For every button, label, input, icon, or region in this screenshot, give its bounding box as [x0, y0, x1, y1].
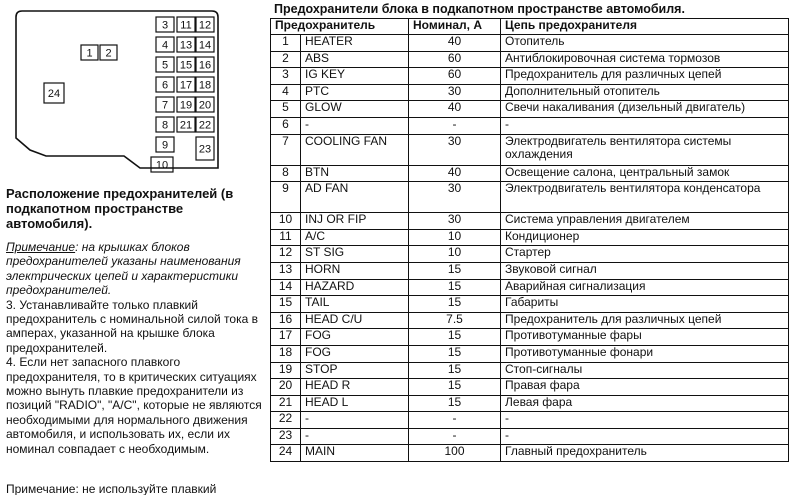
- fuse-name: PTC: [301, 84, 409, 101]
- table-row: [271, 279, 789, 296]
- fuse-rating: 15: [409, 279, 501, 296]
- fuse-rating: 30: [409, 84, 501, 101]
- fuse-label-24: 24: [47, 88, 61, 100]
- table-row: [271, 51, 789, 68]
- fuse-table: [270, 18, 789, 462]
- fuse-rating: 30: [409, 213, 501, 230]
- table-row: [271, 312, 789, 329]
- fuse-name: -: [301, 428, 409, 445]
- fuse-circuit: Аварийная сигнализация: [501, 279, 789, 296]
- fuse-rating: 7.5: [409, 312, 501, 329]
- fuse-number: 5: [271, 101, 301, 118]
- fuse-number: 24: [271, 445, 301, 462]
- table-row: [271, 412, 789, 429]
- fuse-label-4: 4: [161, 39, 169, 52]
- table-row: [271, 329, 789, 346]
- fuse-circuit: Электродвигатель вентилятора системы охлаждения: [501, 134, 789, 165]
- fuse-label-16: 16: [198, 59, 212, 72]
- fuse-label-18: 18: [198, 79, 212, 92]
- fuse-number: 2: [271, 51, 301, 68]
- fuse-circuit: Габариты: [501, 296, 789, 313]
- fuse-label-14: 14: [198, 39, 212, 52]
- fuse-number: 18: [271, 345, 301, 362]
- table-row: [271, 362, 789, 379]
- fuse-label-9: 9: [161, 139, 169, 152]
- fuse-label-21: 21: [179, 119, 193, 132]
- fuse-number: 10: [271, 213, 301, 230]
- fuse-number: 6: [271, 117, 301, 134]
- fuse-number: 8: [271, 165, 301, 182]
- fuse-name: HEAD R: [301, 379, 409, 396]
- fuse-name: -: [301, 117, 409, 134]
- fuse-label-5: 5: [161, 59, 169, 72]
- fuse-circuit: -: [501, 428, 789, 445]
- fuse-rating: 15: [409, 395, 501, 412]
- fuse-label-13: 13: [179, 39, 193, 52]
- fuse-name: TAIL: [301, 296, 409, 313]
- fuse-circuit: Антиблокировочная система тормозов: [501, 51, 789, 68]
- fuse-label-19: 19: [179, 99, 193, 112]
- fuse-circuit: Стоп-сигналы: [501, 362, 789, 379]
- note-1: [6, 240, 268, 298]
- fuse-name: HEATER: [301, 35, 409, 52]
- table-row: [271, 117, 789, 134]
- note-2-clipped: [0, 482, 270, 495]
- table-row: [271, 134, 789, 165]
- diagram-caption: Расположение предохранителей (в подкапотном пространстве автомобиля).: [6, 186, 234, 231]
- fuse-number: 4: [271, 84, 301, 101]
- fuse-name: FOG: [301, 345, 409, 362]
- table-row: [271, 296, 789, 313]
- fuse-rating: 10: [409, 229, 501, 246]
- fuse-box-diagram: [6, 8, 224, 180]
- table-row: [271, 428, 789, 445]
- fuse-rating: 15: [409, 296, 501, 313]
- fuse-label-11: 11: [180, 19, 192, 32]
- fuse-label-8: 8: [161, 119, 169, 132]
- header-fuse: Предохранитель: [271, 19, 409, 35]
- fuse-number: 23: [271, 428, 301, 445]
- fuse-circuit: Стартер: [501, 246, 789, 263]
- fuse-name: -: [301, 412, 409, 429]
- fuse-circuit: Главный предохранитель: [501, 445, 789, 462]
- fuse-name: MAIN: [301, 445, 409, 462]
- fuse-rating: -: [409, 412, 501, 429]
- fuse-label-6: 6: [161, 79, 169, 92]
- fuse-number: 21: [271, 395, 301, 412]
- note-label: Примечание: [6, 240, 76, 254]
- fuse-circuit: Противотуманные фонари: [501, 345, 789, 362]
- fuse-name: HEAD L: [301, 395, 409, 412]
- fuse-number: 12: [271, 246, 301, 263]
- fuse-circuit: Звуковой сигнал: [501, 262, 789, 279]
- table-row: [271, 68, 789, 85]
- fuse-rating: 60: [409, 68, 501, 85]
- fuse-number: 1: [271, 35, 301, 52]
- fuse-name: FOG: [301, 329, 409, 346]
- table-row: [271, 345, 789, 362]
- note-text: : на крышках блоков предохранителей указаны наименования электрических цепей и характеристики предохранителей.: [6, 240, 241, 298]
- note2-label: Примечание: [6, 482, 76, 495]
- fuse-name: INJ OR FIP: [301, 213, 409, 230]
- fuse-label-23: 23: [198, 143, 212, 156]
- fuse-number: 14: [271, 279, 301, 296]
- fuse-name: HORN: [301, 262, 409, 279]
- fuse-number: 16: [271, 312, 301, 329]
- fuse-name: HEAD C/U: [301, 312, 409, 329]
- fuse-number: 22: [271, 412, 301, 429]
- fuse-circuit: Противотуманные фары: [501, 329, 789, 346]
- fuse-rating: 15: [409, 262, 501, 279]
- fuse-circuit: Кондиционер: [501, 229, 789, 246]
- fuse-rating: 40: [409, 101, 501, 118]
- table-row: [271, 229, 789, 246]
- fuse-rating: 40: [409, 35, 501, 52]
- table-row: [271, 445, 789, 462]
- fuse-rating: 15: [409, 345, 501, 362]
- header-circuit: Цепь предохранителя: [501, 19, 789, 35]
- fuse-name: GLOW: [301, 101, 409, 118]
- table-row: [271, 213, 789, 230]
- note2-text: : не используйте плавкий: [75, 482, 217, 495]
- fuse-circuit: Предохранитель для различных цепей: [501, 68, 789, 85]
- fuse-number: 17: [271, 329, 301, 346]
- fuse-name: ST SIG: [301, 246, 409, 263]
- table-row: [271, 165, 789, 182]
- fuse-table-section: [270, 0, 798, 462]
- table-title: Предохранители блока в подкапотном пространстве автомобиля.: [274, 2, 685, 16]
- fuse-name: HAZARD: [301, 279, 409, 296]
- table-row: [271, 182, 789, 213]
- fuse-rating: 30: [409, 134, 501, 165]
- fuse-name: AD FAN: [301, 182, 409, 213]
- fuse-rating: -: [409, 117, 501, 134]
- fuse-rating: 40: [409, 165, 501, 182]
- fuse-circuit: Система управления двигателем: [501, 213, 789, 230]
- table-row: [271, 379, 789, 396]
- fuse-label-7: 7: [161, 99, 169, 112]
- fuse-label-12: 12: [198, 19, 212, 32]
- fuse-number: 13: [271, 262, 301, 279]
- fuse-number: 3: [271, 68, 301, 85]
- fuse-label-15: 15: [179, 59, 193, 72]
- fuse-circuit: Электродвигатель вентилятора конденсатора: [501, 182, 789, 213]
- fuse-circuit: Освещение салона, центральный замок: [501, 165, 789, 182]
- table-row: [271, 246, 789, 263]
- note-item-4: 4. Если нет запасного плавкого предохранителя, то в критических ситуациях можно вынуть плавкие предохранители из позиций "RADIO", "A/C", которые не являются необходимыми для нормального движения автомобиля, и использовать их, если их номинал совпадает с необходимым.: [6, 355, 262, 456]
- fuse-rating: 100: [409, 445, 501, 462]
- fuse-circuit: Предохранитель для различных цепей: [501, 312, 789, 329]
- table-row: [271, 35, 789, 52]
- fuse-circuit: -: [501, 117, 789, 134]
- fuse-name: STOP: [301, 362, 409, 379]
- fuse-circuit: Правая фара: [501, 379, 789, 396]
- fuse-name: BTN: [301, 165, 409, 182]
- fuse-rating: 10: [409, 246, 501, 263]
- fuse-name: A/C: [301, 229, 409, 246]
- table-row: [271, 395, 789, 412]
- fuse-name: ABS: [301, 51, 409, 68]
- fuse-label-17: 17: [179, 79, 193, 92]
- header-rating: Номинал, А: [409, 19, 501, 35]
- notes-section: [6, 240, 268, 456]
- fuse-circuit: Дополнительный отопитель: [501, 84, 789, 101]
- fuse-number: 7: [271, 134, 301, 165]
- fuse-circuit: Отопитель: [501, 35, 789, 52]
- fuse-number: 9: [271, 182, 301, 213]
- table-row: [271, 84, 789, 101]
- table-row: [271, 101, 789, 118]
- fuse-rating: -: [409, 428, 501, 445]
- fuse-label-10: 10: [155, 159, 169, 172]
- fuse-circuit: Свечи накаливания (дизельный двигатель): [501, 101, 789, 118]
- fuse-number: 20: [271, 379, 301, 396]
- fuse-circuit: Левая фара: [501, 395, 789, 412]
- fuse-number: 15: [271, 296, 301, 313]
- fuse-rating: 60: [409, 51, 501, 68]
- fuse-rating: 15: [409, 362, 501, 379]
- fuse-label-22: 22: [198, 119, 212, 132]
- fuse-rating: 15: [409, 329, 501, 346]
- fuse-number: 19: [271, 362, 301, 379]
- fuse-label-20: 20: [198, 99, 212, 112]
- fuse-circuit: -: [501, 412, 789, 429]
- table-row: [271, 262, 789, 279]
- fuse-label-2: 2: [105, 47, 112, 60]
- fuse-rating: 15: [409, 379, 501, 396]
- fuse-name: COOLING FAN: [301, 134, 409, 165]
- note-item-3: 3. Устанавливайте только плавкий предохранитель с номинальной силой тока в амперах, указанной на крышке блока предохранителей.: [6, 297, 258, 355]
- fuse-name: IG KEY: [301, 68, 409, 85]
- fuse-label-3: 3: [161, 19, 169, 32]
- fuse-rating: 30: [409, 182, 501, 213]
- fuse-number: 11: [271, 229, 301, 246]
- fuse-label-1: 1: [86, 47, 93, 60]
